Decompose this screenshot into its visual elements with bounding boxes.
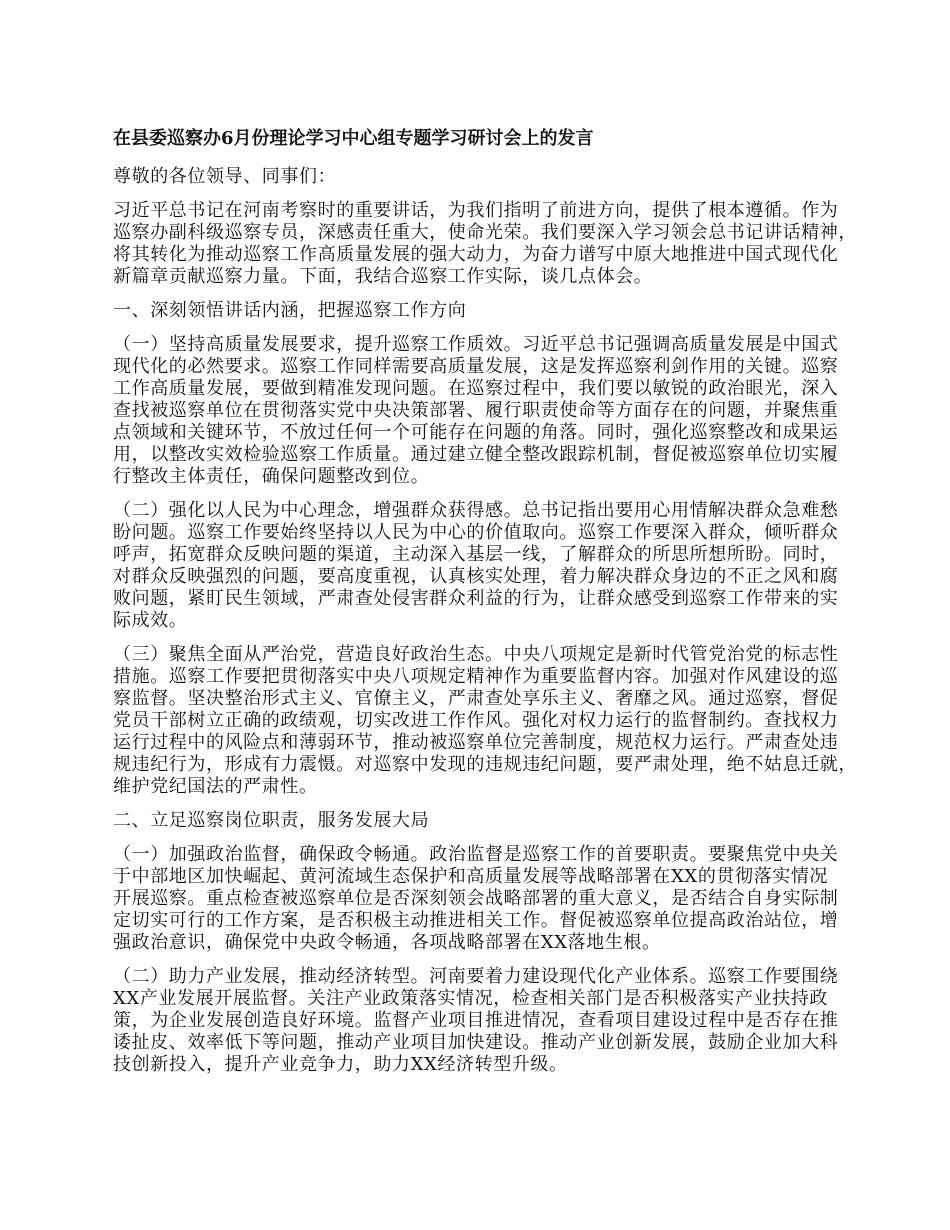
text-line: 察监督。坚决整治形式主义、官僚主义，严肃查处享乐主义、奢靡之风。通过巡察，督促: [113, 688, 839, 709]
text-line: （二）强化以人民为中心理念，增强群众获得感。总书记指出要用心用情解决群众急难愁: [113, 500, 839, 521]
text-line: （一）加强政治监督，确保政令畅通。政治监督是巡察工作的首要职责。要聚焦党中央关: [113, 844, 839, 865]
text-line: 规违纪行为，形成有力震慑。对巡察中发现的违规违纪问题，要严肃处理，绝不姑息迁就，: [113, 754, 857, 775]
text-line: 用，以整改实效检验巡察工作质量。通过建立健全整改跟踪机制，督促被巡察单位切实履: [113, 444, 839, 465]
text-line: 败问题，紧盯民生领域，严肃查处侵害群众利益的行为，让群众感受到巡察工作带来的实: [113, 588, 839, 609]
text-line: XX产业发展开展监督。关注产业政策落实情况，检查相关部门是否积极落实产业扶持政: [113, 988, 829, 1009]
text-line: 运行过程中的风险点和薄弱环节，推动被巡察单位完善制度，规范权力运行。严肃查处违: [113, 732, 839, 753]
paragraph: [113, 844, 853, 954]
text-line: 二、立足巡察岗位职责，服务发展大局: [113, 810, 430, 831]
greeting: [113, 166, 853, 188]
text-line: 点领域和关键环节，不放过任何一个可能存在问题的角落。同时，强化巡察整改和成果运: [113, 422, 839, 443]
text-line: 开展巡察。重点检查被巡察单位是否深刻领会战略部署的重大意义，是否结合自身实际制: [113, 888, 839, 909]
section-heading: [113, 810, 853, 832]
text-line: 定切实可行的工作方案，是否积极主动推进相关工作。督促被巡察单位提高政治站位，增: [113, 910, 839, 931]
text-line: 现代化的必然要求。巡察工作同样需要高质量发展，这是发挥巡察利剑作用的关键。巡察: [113, 356, 839, 377]
text-line: （三）聚焦全面从严治党，营造良好政治生态。中央八项规定是新时代管党治党的标志性: [113, 644, 839, 665]
paragraph: [113, 644, 857, 798]
text-line: 强政治意识，确保党中央政令畅通，各项战略部署在XX落地生根。: [113, 932, 661, 953]
text-line: 策，为企业发展创造良好环境。监督产业项目推进情况，查看项目建设过程中是否存在推: [113, 1010, 839, 1031]
text-line: 盼问题。巡察工作要始终坚持以人民为中心的价值取向。巡察工作要深入群众，倾听群众: [113, 522, 839, 543]
text-line: 际成效。: [113, 610, 188, 631]
paragraph: [113, 966, 853, 1076]
text-line: 工作高质量发展，要做到精准发现问题。在巡察过程中，我们要以敏锐的政治眼光，深入: [113, 378, 839, 399]
text-line: 呼声，拓宽群众反映问题的渠道，主动深入基层一线，了解群众的所思所想所盼。同时，: [113, 544, 839, 565]
text-line: 诿扯皮、效率低下等问题，推动产业项目加快建设。推动产业创新发展，鼓励企业加大科: [113, 1032, 839, 1053]
text-line: （二）助力产业发展，推动经济转型。河南要着力建设现代化产业体系。巡察工作要围绕: [113, 966, 839, 987]
text-line: 一、深刻领悟讲话内涵，把握巡察工作方向: [113, 300, 467, 321]
text-line: 行整改主体责任，确保问题整改到位。: [113, 466, 430, 487]
text-line: 维护党纪国法的严肃性。: [113, 776, 318, 797]
text-line: 技创新投入，提升产业竞争力，助力XX经济转型升级。: [113, 1054, 568, 1075]
document-title: 在县委巡察办6月份理论学习中心组专题学习研讨会上的发言: [113, 128, 594, 149]
paragraph: [113, 500, 853, 632]
document-body: [113, 166, 857, 1076]
document-page: [113, 128, 857, 1088]
paragraph: [113, 200, 857, 288]
text-line: 将其转化为推动巡察工作高质量发展的强大动力，为奋力谱写中原大地推进中国式现代化: [113, 244, 839, 265]
paragraph: [113, 334, 853, 488]
section-heading: [113, 300, 853, 322]
text-line: 对群众反映强烈的问题，要高度重视，认真核实处理，着力解决群众身边的不正之风和腐: [113, 566, 839, 587]
text-line: 尊敬的各位领导、同事们：: [113, 166, 337, 187]
text-line: 习近平总书记在河南考察时的重要讲话，为我们指明了前进方向，提供了根本遵循。作为: [113, 200, 839, 221]
text-line: 党员干部树立正确的政绩观，切实改进工作作风。强化对权力运行的监督制约。查找权力: [113, 710, 839, 731]
text-line: （一）坚持高质量发展要求，提升巡察工作质效。习近平总书记强调高质量发展是中国式: [113, 334, 839, 355]
text-line: 新篇章贡献巡察力量。下面，我结合巡察工作实际，谈几点体会。: [113, 266, 653, 287]
text-line: 于中部地区加快崛起、黄河流域生态保护和高质量发展等战略部署在XX的贯彻落实情况: [113, 866, 829, 887]
text-line: 措施。巡察工作要把贯彻落实中央八项规定精神作为重要监督内容。加强对作风建设的巡: [113, 666, 839, 687]
text-line: 巡察办副科级巡察专员，深感责任重大，使命光荣。我们要深入学习领会总书记讲话精神，: [113, 222, 857, 243]
text-line: 查找被巡察单位在贯彻落实党中央决策部署、履行职责使命等方面存在的问题，并聚焦重: [113, 400, 839, 421]
